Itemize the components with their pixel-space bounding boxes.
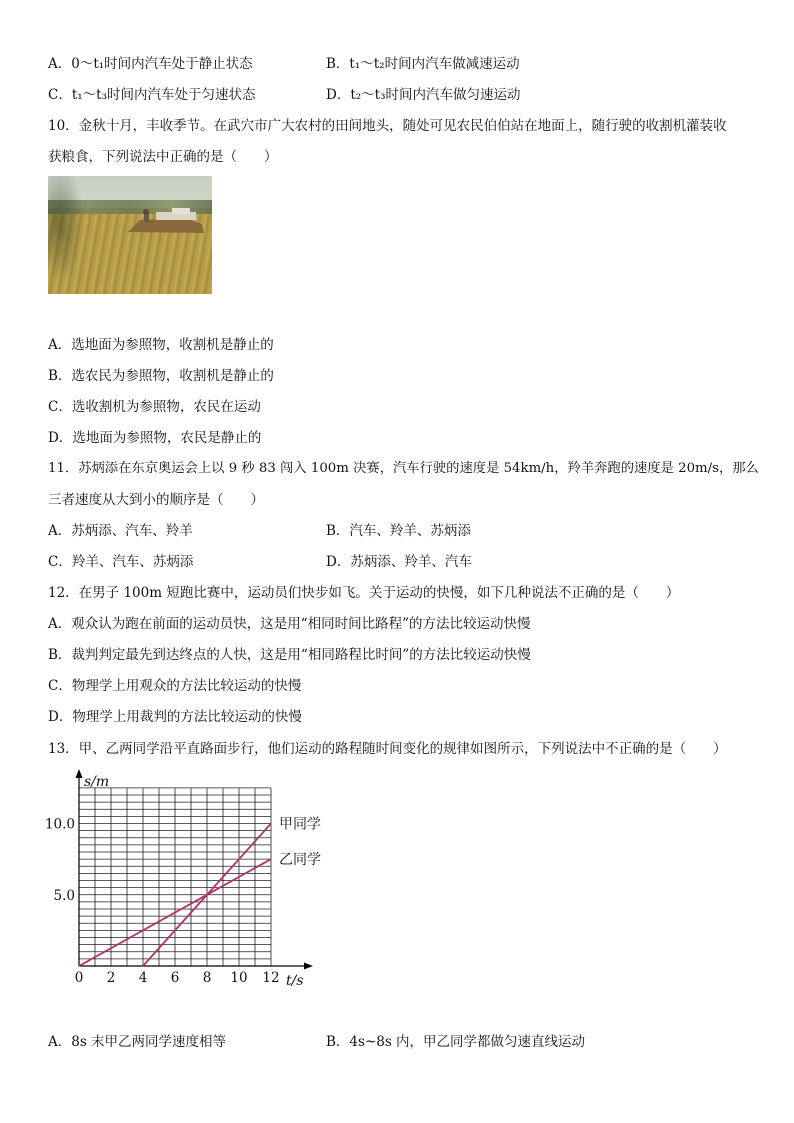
y-axis-title: s/m bbox=[84, 774, 110, 790]
q12-option-d: D．物理学上用裁判的方法比较运动的快慢 bbox=[48, 709, 302, 725]
series-label-yi: 乙同学 bbox=[279, 852, 321, 869]
distance-time-chart bbox=[40, 766, 340, 996]
q10-option-d: D．选地面为参照物，农民是静止的 bbox=[48, 430, 262, 446]
q10-option-a: A．选地面为参照物，收割机是静止的 bbox=[48, 337, 274, 353]
q11-stem-line2: 三者速度从大到小的顺序是（ ） bbox=[48, 492, 264, 508]
series-label-jia: 甲同学 bbox=[279, 816, 321, 833]
harvester-photo bbox=[48, 176, 212, 294]
q12-stem: 12．在男子 100m 短跑比赛中，运动员们快步如飞。关于运动的快慢，如下几种说法不正确的是（ ） bbox=[48, 585, 680, 601]
q12-option-b: B．裁判判定最先到达终点的人快，这是用“相同路程比时间”的方法比较运动快慢 bbox=[48, 647, 531, 663]
q13-stem: 13．甲、乙两同学沿平直路面步行，他们运动的路程随时间变化的规律如图所示，下列说法中不正确的是（ ） bbox=[48, 741, 727, 757]
q12-option-c: C．物理学上用观众的方法比较运动的快慢 bbox=[48, 678, 302, 694]
q13-option-a: A．8s 末甲乙两同学速度相等 bbox=[48, 1034, 227, 1050]
q11-option-d: D．苏炳添、羚羊、汽车 bbox=[326, 554, 472, 570]
x-tick-label: 2 bbox=[106, 970, 116, 986]
q9-option-c: C．t₁～t₃时间内汽车处于匀速状态 bbox=[48, 87, 256, 103]
x-tick-label: 12 bbox=[262, 970, 280, 986]
q11-option-b: B．汽车、羚羊、苏炳添 bbox=[326, 523, 471, 539]
q13-option-b: B．4s~8s 内，甲乙同学都做匀速直线运动 bbox=[326, 1034, 586, 1050]
x-axis-title: t/s bbox=[286, 973, 304, 989]
x-tick-label: 4 bbox=[138, 970, 148, 986]
chart-labels bbox=[45, 774, 321, 989]
y-axis-arrow bbox=[76, 769, 83, 778]
q10-stem-line1: 10．金秋十月，丰收季节。在武穴市广大农村的田间地头，随处可见农民伯伯站在地面上，随行驶的收割机灌装收 bbox=[48, 118, 727, 134]
q9-option-d: D．t₂～t₃时间内汽车做匀速运动 bbox=[326, 87, 521, 103]
harvester-icon bbox=[126, 206, 208, 236]
q9-option-a: A．0～t₁时间内汽车处于静止状态 bbox=[48, 56, 253, 72]
q11-option-c: C．羚羊、汽车、苏炳添 bbox=[48, 554, 194, 570]
photo-foreground-leaves bbox=[48, 176, 88, 294]
q9-option-b: B．t₁～t₂时间内汽车做减速运动 bbox=[326, 56, 520, 72]
x-tick-label: 10 bbox=[230, 970, 248, 986]
x-tick-label: 8 bbox=[202, 970, 212, 986]
q10-stem-line2: 获粮食，下列说法中正确的是（ ） bbox=[48, 149, 278, 165]
q11-option-a: A．苏炳添、汽车、羚羊 bbox=[48, 523, 193, 539]
q11-stem-line1: 11．苏炳添在东京奥运会上以 9 秒 83 闯入 100m 决赛，汽车行驶的速度是 54km/h，羚羊奔跑的速度是 20m/s，那么 bbox=[48, 461, 759, 476]
x-axis-arrow bbox=[304, 963, 313, 970]
q10-option-b: B．选农民为参照物，收割机是静止的 bbox=[48, 368, 274, 384]
y-tick-label: 10.0 bbox=[44, 816, 75, 833]
x-tick-label: 6 bbox=[170, 970, 180, 986]
x-tick-label: 0 bbox=[74, 970, 84, 986]
q12-option-a: A．观众认为跑在前面的运动员快，这是用“相同时间比路程”的方法比较运动快慢 bbox=[48, 616, 531, 632]
chart-grid bbox=[79, 788, 271, 966]
q10-option-c: C．选收割机为参照物，农民在运动 bbox=[48, 399, 261, 415]
y-tick-label: 5.0 bbox=[53, 887, 75, 904]
